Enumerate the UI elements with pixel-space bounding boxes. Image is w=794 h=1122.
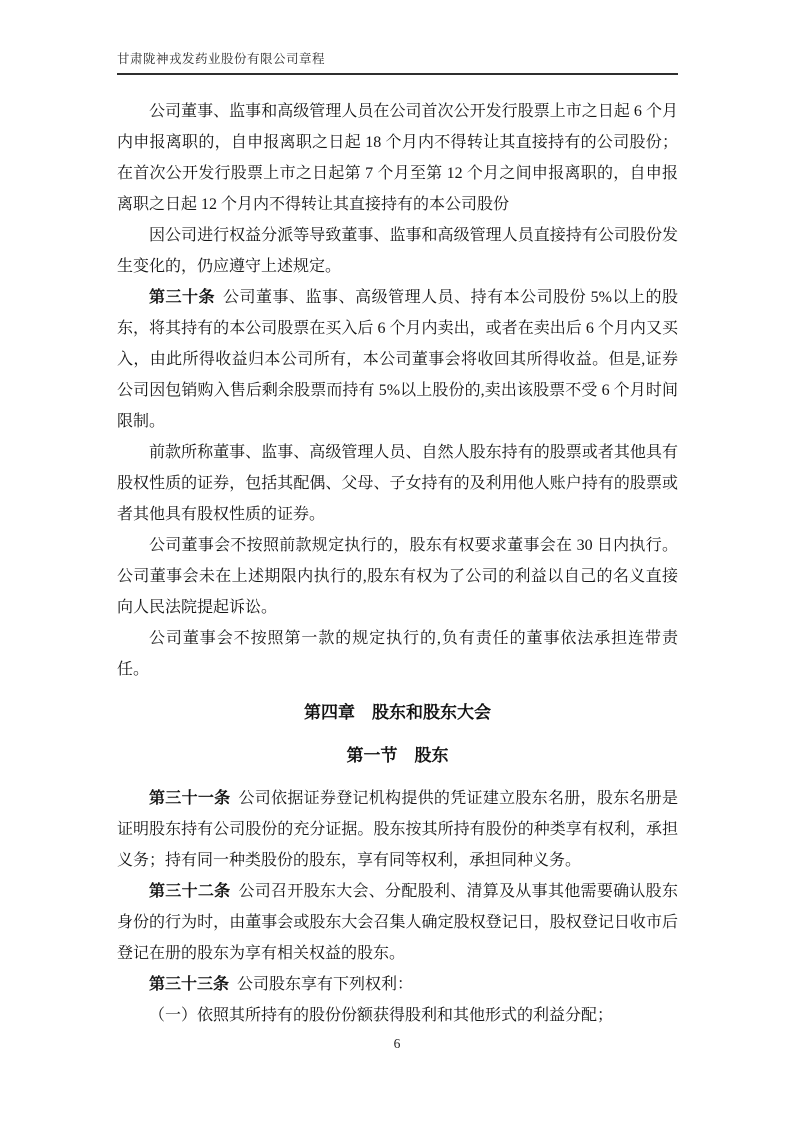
paragraph bbox=[117, 783, 678, 876]
section-heading: 第一节 股东 bbox=[346, 746, 449, 765]
article-number: 第三十二条 bbox=[149, 883, 231, 900]
article-number: 第三十三条 bbox=[149, 976, 230, 993]
paragraph bbox=[117, 96, 678, 220]
document-body bbox=[117, 96, 678, 1031]
paragraph-text: 前款所称董事、监事、高级管理人员、自然人股东持有的股票或者其他具有股权性质的证券，包括其配偶、父母、子女持有的及利用他人账户持有的股票或者其他具有股权性质的证券。 bbox=[117, 444, 678, 523]
paragraph bbox=[117, 969, 678, 1000]
paragraph bbox=[117, 437, 678, 530]
paragraph bbox=[117, 1000, 678, 1031]
article-number: 第三十一条 bbox=[149, 790, 231, 807]
paragraph-text: 公司召开股东大会、分配股利、清算及从事其他需要确认股东身份的行为时，由董事会或股东大会召集人确定股权登记日，股权登记日收市后登记在册的股东为享有相关权益的股东。 bbox=[117, 883, 678, 962]
paragraph-text: 公司董事、监事、高级管理人员、持有本公司股份 5%以上的股东，将其持有的本公司股票在买入后 6 个月内卖出，或者在卖出后 6 个月内又买入，由此所得收益归本公司所有，本公司董事会将收回其所得收益。但是,证券公司因包销购入售后剩余股票而持有 5%以上股份的,卖出该股票不受 6 个月时间限制。 bbox=[117, 289, 678, 430]
paragraph-text: 公司董事会不按照前款规定执行的，股东有权要求董事会在 30 日内执行。公司董事会未在上述期限内执行的,股东有权为了公司的利益以自己的名义直接向人民法院提起诉讼。 bbox=[117, 537, 678, 616]
page-header-title: 甘肃陇神戎发药业股份有限公司章程 bbox=[117, 52, 678, 75]
article-number: 第三十条 bbox=[149, 289, 216, 306]
paragraph-text: 公司依据证券登记机构提供的凭证建立股东名册，股东名册是证明股东持有公司股份的充分证据。股东按其所持有股份的种类享有权利，承担义务；持有同一种类股份的股东，享有同等权利，承担同种义务。 bbox=[117, 790, 678, 869]
paragraph bbox=[117, 220, 678, 282]
page-number: 6 bbox=[393, 1036, 401, 1051]
paragraph-text: 因公司进行权益分派等导致董事、监事和高级管理人员直接持有公司股份发生变化的，仍应遵守上述规定。 bbox=[117, 227, 678, 275]
paragraph-text: 公司股东享有下列权利： bbox=[237, 976, 414, 993]
chapter-heading: 第四章 股东和股东大会 bbox=[304, 703, 491, 722]
paragraph-text: （一）依照其所持有的股份份额获得股利和其他形式的利益分配； bbox=[149, 1007, 614, 1024]
paragraph bbox=[117, 282, 678, 437]
paragraph-text: 公司董事会不按照第一款的规定执行的,负有责任的董事依法承担连带责任。 bbox=[117, 630, 678, 678]
paragraph bbox=[117, 530, 678, 623]
paragraph-text: 公司董事、监事和高级管理人员在公司首次公开发行股票上市之日起 6 个月内申报离职的，自申报离职之日起 18 个月内不得转让其直接持有的公司股份；在首次公开发行股票上市之日起第 7 个月至第 12 个月之间申报离职的，自申报离职之日起 12 个月内不得转让其直接持有的本公司股份 bbox=[117, 103, 678, 213]
paragraph bbox=[117, 623, 678, 685]
paragraph bbox=[117, 876, 678, 969]
